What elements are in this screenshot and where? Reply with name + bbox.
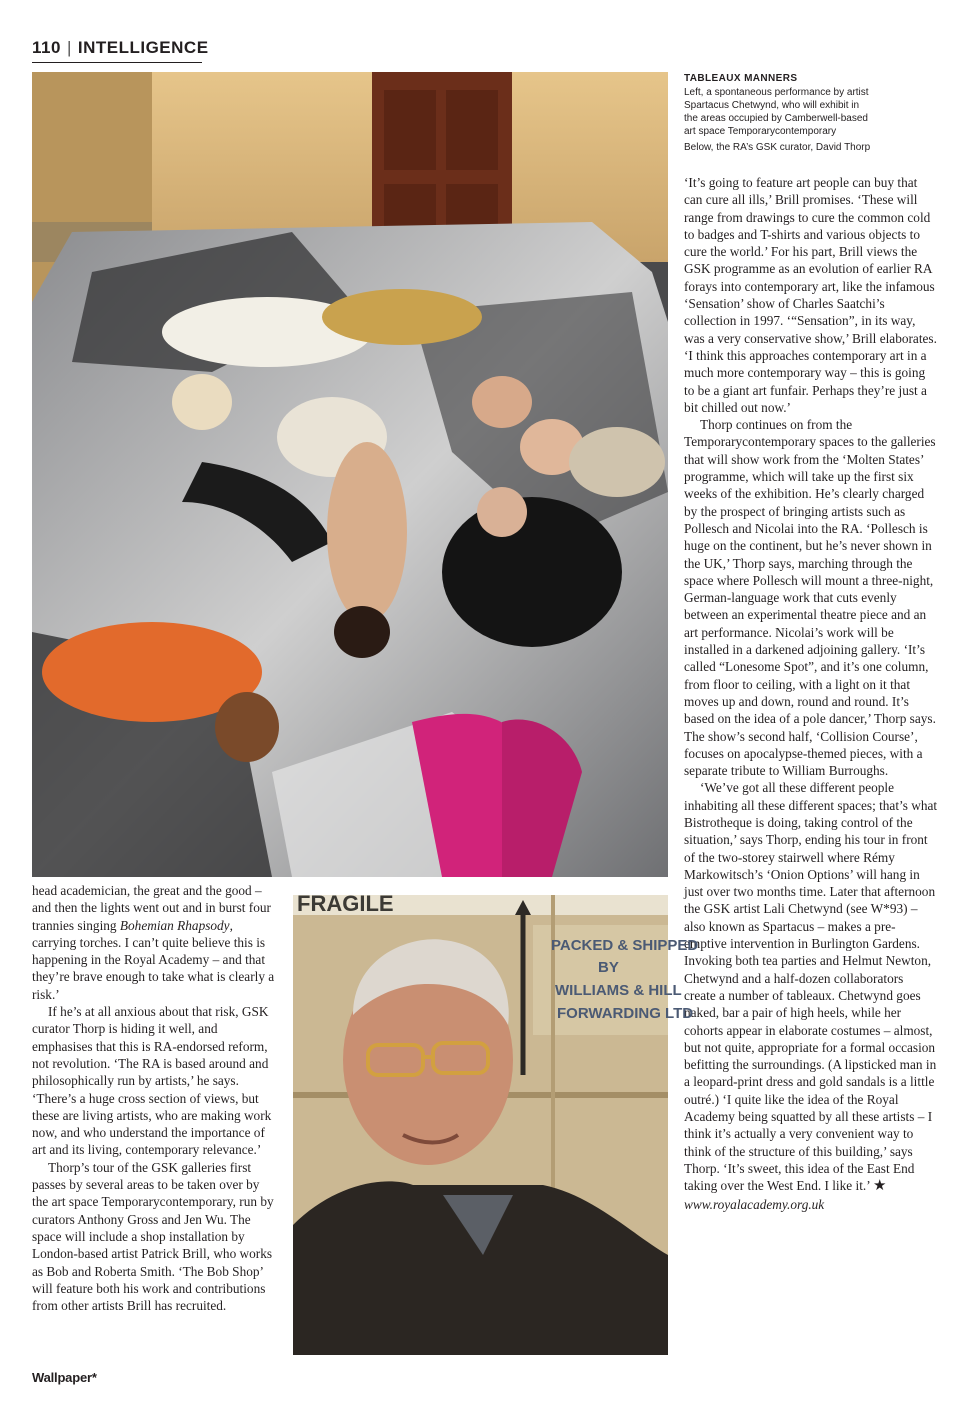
page-header xyxy=(32,38,209,58)
caption-line: Left, a spontaneous performance by artist xyxy=(684,87,869,98)
magazine-brand: Wallpaper* xyxy=(32,1370,97,1385)
paragraph: ‘It’s going to feature art people can buy that can cure all ills,’ Brill promises. ‘These will range from drawings to cure the common cold to badges and T-shirts and various objects to cure the world.’ For his part, Brill views the GSK programme as an evolution of earlier RA forays into contemporary art, like the infamous ‘Sensation’ show of Charles Saatchi’s collection in 1997. ‘“Sensation”, in its way, was a very conservative show,’ Brill elaborates. ‘I think this approaches contemporary art in a much more contemporary way – this is going to be a giant art funfair. Perhaps they’re just a bit chilled out now.’ xyxy=(684,175,937,415)
performance-photo-illustration xyxy=(32,72,668,877)
performance-photo xyxy=(32,72,668,877)
paragraph-text: , carrying torches. I can’t quite believe this is happening in the Royal Academy – and that they’re brave enough to take what is clearly a risk.’ xyxy=(32,917,275,1002)
paragraph-text: head academician, the great and the good – and then the lights went out and in burst four trannies singing xyxy=(32,883,271,933)
caption-line: art space Temporarycontemporary xyxy=(684,126,837,137)
header-rule xyxy=(32,62,202,63)
caption-below: Below, the RA’s GSK curator, David Thorp xyxy=(684,142,871,153)
photo-caption xyxy=(684,72,934,154)
paragraph: Thorp’s tour of the GSK galleries first passes by several areas to be taken over by the art space Temporarycontemporary, run by curators Anthony Gross and Jen Wu. The space will include a shop installation by London-based artist Patrick Brill, who works as Bob and Roberta Smith. ‘The Bob Shop’ will feature both his work and contributions from other artists Brill has recruited. xyxy=(32,1159,274,1314)
sign-fragile: FRAGILE xyxy=(297,891,394,916)
sign-by: BY xyxy=(598,959,619,976)
song-title: Bohemian Rhapsody xyxy=(119,917,230,933)
sign-packed: PACKED & SHIPPED xyxy=(551,937,699,954)
curator-portrait-illustration xyxy=(293,891,699,1355)
right-column xyxy=(684,174,938,1213)
left-column xyxy=(32,882,278,1314)
caption-title: TABLEAUX MANNERS xyxy=(684,73,798,84)
header-separator: | xyxy=(66,38,72,57)
caption-line: the areas occupied by Camberwell-based xyxy=(684,113,868,124)
sign-williams: WILLIAMS & HILL xyxy=(555,982,682,999)
section-title: INTELLIGENCE xyxy=(77,38,209,57)
end-star-icon: ★ xyxy=(872,1178,887,1195)
caption-line: Spartacus Chetwynd, who will exhibit in xyxy=(684,100,860,111)
website-link[interactable]: www.royalacademy.org.uk xyxy=(684,1196,825,1212)
sign-forwarding: FORWARDING LTD xyxy=(557,1005,694,1022)
paragraph xyxy=(32,882,278,1003)
page-number: 110 xyxy=(32,38,61,57)
paragraph: Thorp continues on from the Temporarycontemporary spaces to the galleries that will show work from the ‘Molten States’ programme, which will take up the first six weeks of the exhibition. He’s clearly charged by the prospect of bringing artists such as Pollesch and Nicolai into the RA. ‘Pollesch is huge on the continent, but he’s never shown in the UK,’ Thorp says, marching through the space where Pollesch will mount a three-night, German-language work that cuts evenly between an experimental theatre piece and an art performance. Nicolai’s work will be installed in a darkened adjoining gallery. ‘It’s called “Lonesome Spot”, and it’s one column, from floor to ceiling, with a light on it that moves up and down, round and round. It’s based on the idea of a pole dancer,’ Thorp says. The show’s second half, ‘Collision Course’, focuses on apocalypse-themed pieces, with a separate tribute to William Burroughs. xyxy=(684,417,936,779)
curator-portrait-photo xyxy=(293,891,699,1355)
paragraph-text: ‘We’ve got all these different people inhabiting all these different spaces; that’s what Bistrotheque is doing, taking control of the situation,’ says Thorp, ending his tour in front of the two-storey stairwell where Rémy Markowitsch’s ‘Onion Options’ will hang in just over two months time. Later that afternoon the GSK artist Lali Chetwynd (see W*93) – also known as Spartacus – makes a pre-emptive intervention in Burlington Gardens. Invoking both tea parties and Helmut Newton, Chetwynd and a half-dozen collaborators create a number of tableaux. Chetwynd goes naked, bar a pair of high heels, while her cohorts appear in elaborate costumes – almost, but not quite, appropriate for a formal occasion befitting the surroundings. (A lipsticked man in a leopard-print dress and gold sandals is a little outré.) ‘I quite like the idea of the Royal Academy being squatted by all these artists – I think it’s actually a very convenient way to think of the structure of this building,’ says Thorp. ‘It’s sweet, this idea of the East End taking over the West End. I like it.’ xyxy=(684,780,938,1194)
paragraph: If he’s at all anxious about that risk, GSK curator Thorp is hiding it well, and emphasises that this is RA-endorsed reform, not revolution. ‘The RA is based around and philosophically run by artists,’ he says. ‘There’s a huge cross section of views, but these are living artists, who are making work now, and who understand the importance of art and its living, contemporary relevance.’ xyxy=(32,1004,272,1158)
paragraph xyxy=(684,779,938,1195)
